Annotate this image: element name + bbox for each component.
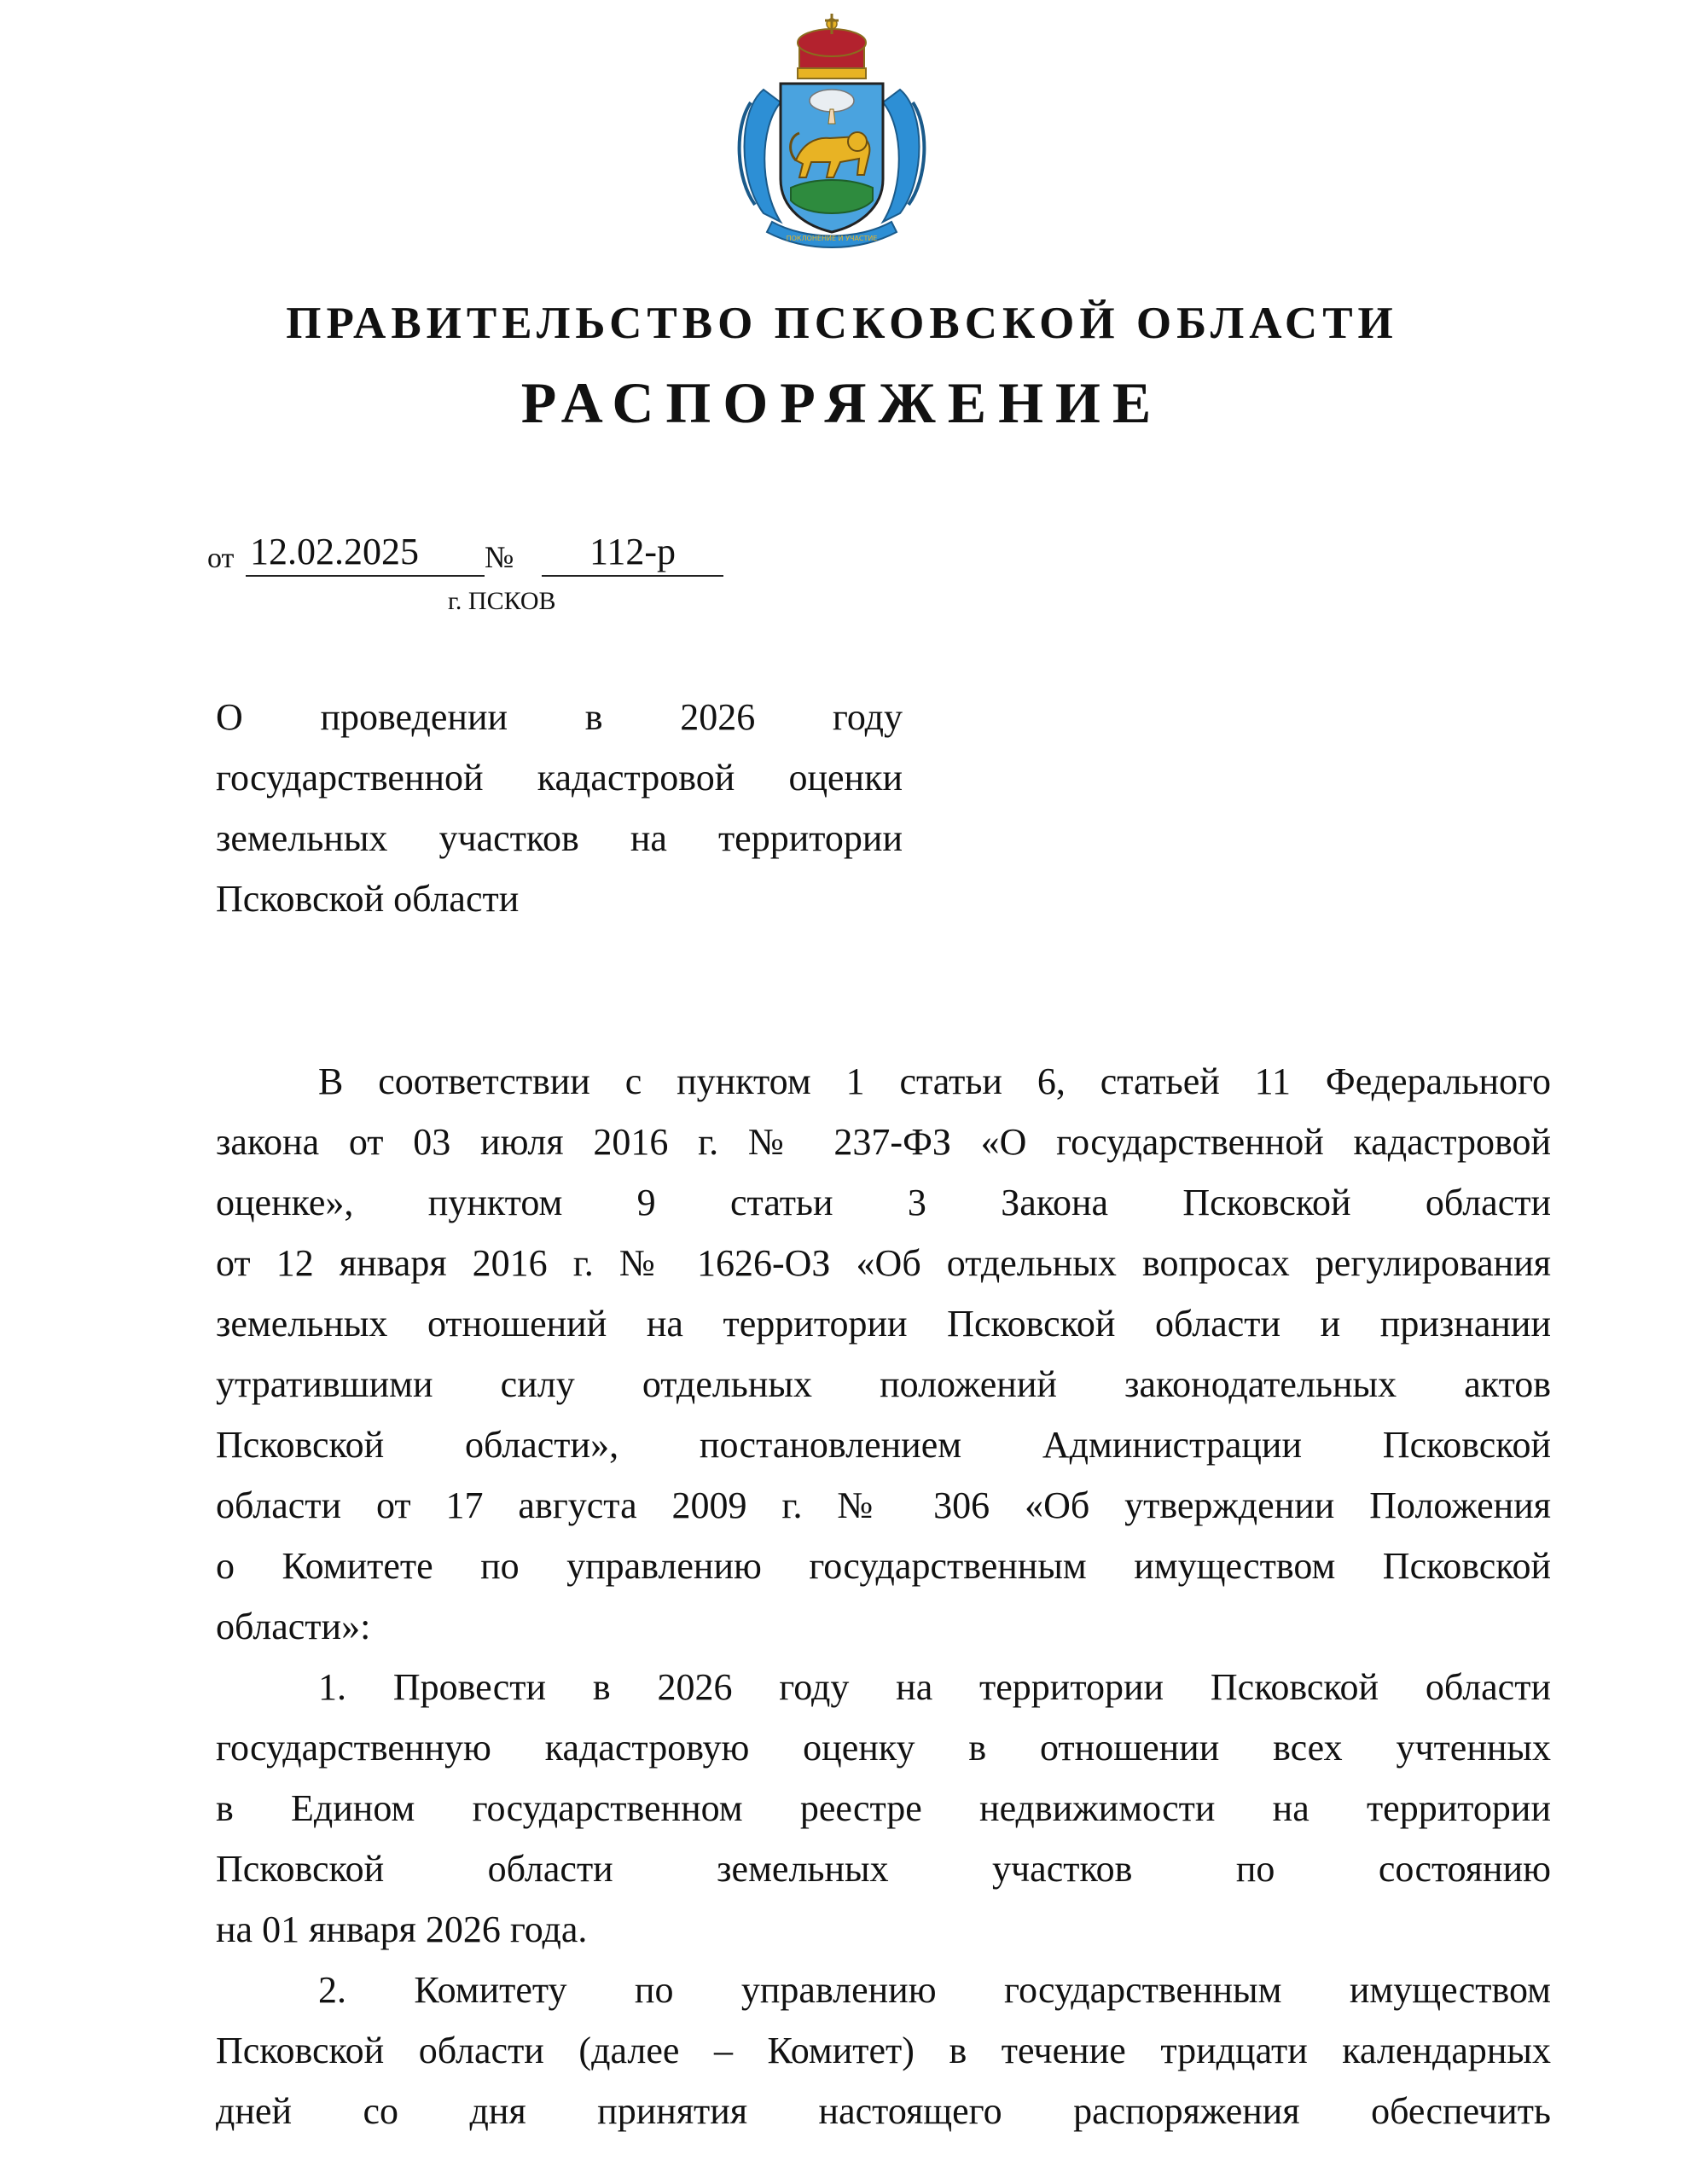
city-label: г. ПСКОВ: [448, 587, 556, 615]
body-line: в Едином государственном реестре недвижимости на территории: [216, 1787, 1551, 1829]
number-sign: №: [485, 540, 514, 574]
subject-line: земельных участков на территории: [216, 817, 903, 859]
body-line: области»:: [216, 1606, 371, 1647]
body-line: В соответствии с пунктом 1 статьи 6, статьей 11 Федерального: [318, 1060, 1551, 1102]
body-line: государственную кадастровую оценку в отношении всех учтенных: [216, 1727, 1551, 1769]
body-line: от 12 января 2016 г. № 1626-ОЗ «Об отдельных вопросах регулирования: [216, 1242, 1551, 1284]
coat-of-arms-icon: [729, 9, 934, 256]
government-title: ПРАВИТЕЛЬСТВО ПСКОВСКОЙ ОБЛАСТИ: [286, 299, 1398, 348]
subject-line: государственной кадастровой оценки: [216, 757, 903, 799]
body-line: закона от 03 июля 2016 г. № 237-ФЗ «О государственной кадастровой: [216, 1121, 1551, 1163]
body-line: утратившими силу отдельных положений законодательных актов: [216, 1363, 1551, 1405]
body-line: дней со дня принятия настоящего распоряжения обеспечить: [216, 2090, 1551, 2132]
subject-line: Псковской области: [216, 878, 520, 920]
body-line: Псковской области земельных участков по состоянию: [216, 1848, 1551, 1890]
from-label: от: [207, 543, 235, 574]
body-line: на 01 января 2026 года.: [216, 1908, 588, 1950]
document-body: [216, 1051, 1551, 2141]
svg-text:ПОКЛОНЕНИЕ И УЧАСТИЕ: ПОКЛОНЕНИЕ И УЧАСТИЕ: [786, 235, 878, 242]
document-type-title: РАСПОРЯЖЕНИЕ: [520, 370, 1164, 435]
body-line: оценке», пунктом 9 статьи 3 Закона Псковской области: [216, 1182, 1551, 1223]
subject-line: О проведении в 2026 году: [216, 696, 903, 738]
document-subject: [216, 687, 903, 929]
body-line: 2. Комитету по управлению государственным имуществом: [318, 1969, 1551, 2011]
body-line: о Комитете по управлению государственным имуществом Псковской: [216, 1545, 1551, 1587]
body-line: области от 17 августа 2009 г. № 306 «Об утверждении Положения: [216, 1484, 1551, 1526]
body-line: Псковской области», постановлением Администрации Псковской: [216, 1424, 1551, 1466]
body-line: земельных отношений на территории Псковской области и признании: [216, 1303, 1551, 1345]
document-date: 12.02.2025: [246, 529, 485, 577]
body-line: 1. Провести в 2026 году на территории Псковской области: [318, 1666, 1551, 1708]
body-line: Псковской области (далее – Комитет) в течение тридцати календарных: [216, 2030, 1551, 2071]
document-number: 112-р: [542, 529, 723, 577]
